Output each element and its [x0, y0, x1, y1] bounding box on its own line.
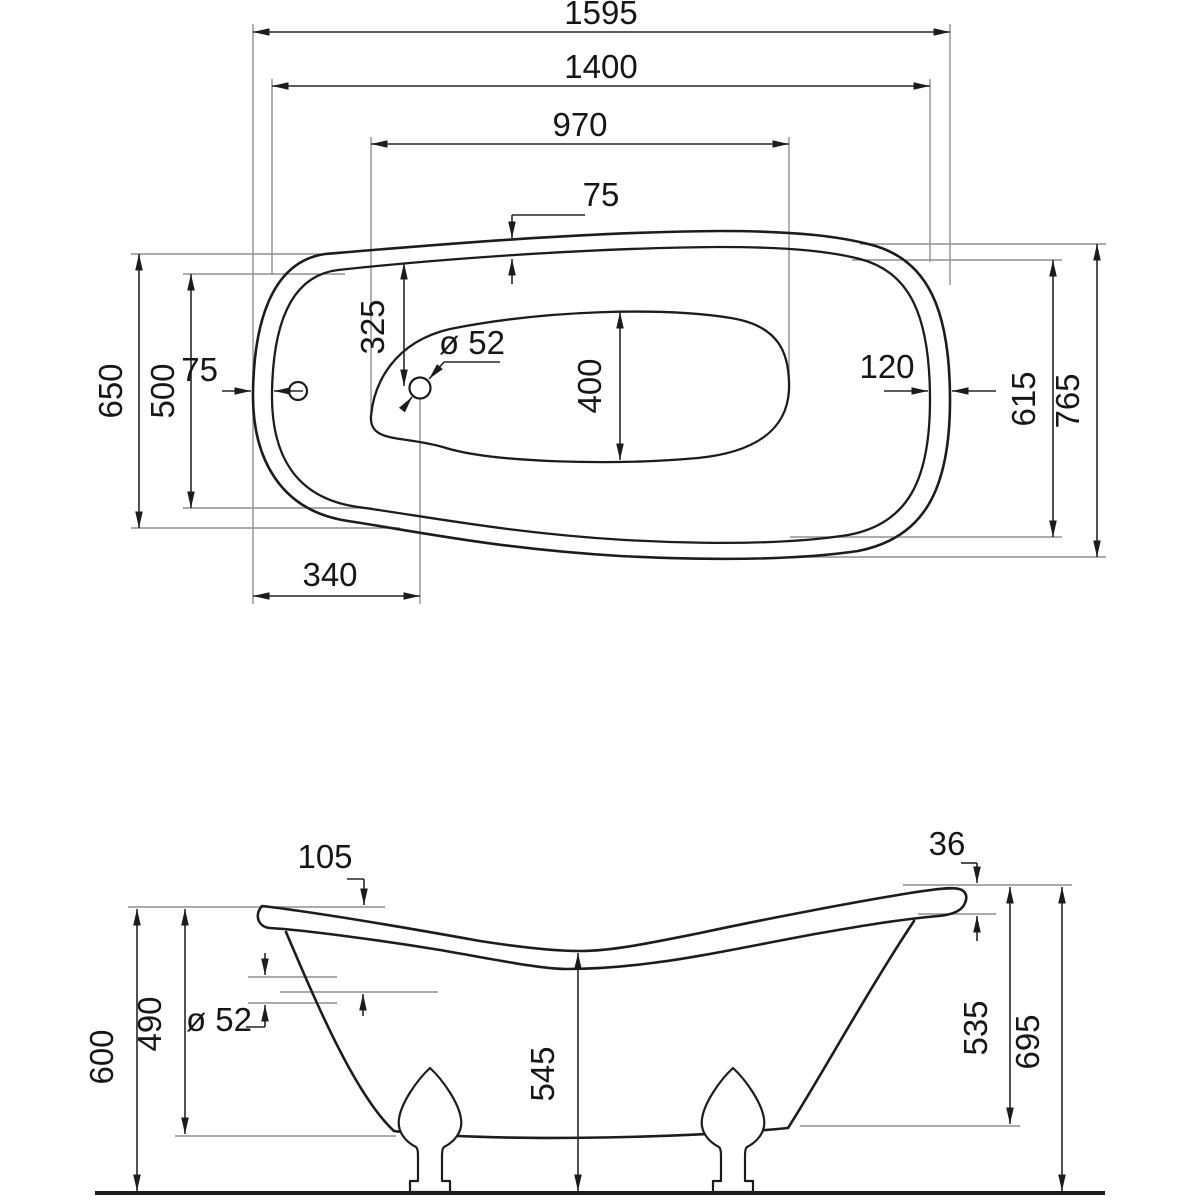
- dim-overall-length: 1595: [564, 0, 638, 31]
- plan-dimension-lines: [139, 32, 1097, 596]
- dim-interior-depth-left: 490: [131, 996, 168, 1052]
- dim-bowl-width: 400: [571, 358, 608, 414]
- dim-overall-height-left: 600: [83, 1029, 120, 1085]
- dim-drain-to-rim: 325: [354, 299, 391, 355]
- plan-extension-lines: [131, 24, 1106, 604]
- dim-left-inner-width: 500: [144, 363, 181, 419]
- dim-rim-drop-left: 105: [297, 838, 353, 875]
- dim-overall-height-right: 695: [1009, 1014, 1046, 1070]
- plan-view: [92, 0, 1106, 604]
- drain-hole: [410, 378, 431, 399]
- dim-right-rim-width: 120: [859, 348, 915, 385]
- dim-bowl-length: 970: [552, 106, 608, 143]
- dim-rim-length: 1400: [564, 48, 638, 85]
- dim-depth-rim-to-floor: 545: [524, 1046, 561, 1102]
- dim-left-rim-width: 75: [181, 351, 218, 388]
- side-dimension-lines: [137, 863, 1062, 1191]
- left-claw-foot: [399, 1068, 462, 1192]
- side-extension-lines: [128, 885, 1072, 1136]
- right-claw-foot: [702, 1068, 765, 1192]
- side-view: [83, 825, 1105, 1193]
- dim-drain-to-end: 340: [302, 556, 358, 593]
- dim-drain-diameter-side: ø 52: [185, 1001, 253, 1038]
- dim-right-overall-width: 765: [1049, 373, 1086, 429]
- tub-body-profile: [286, 921, 914, 1138]
- dim-rim-top-width: 75: [582, 176, 620, 213]
- dim-rim-to-base-right: 535: [957, 1000, 994, 1056]
- dim-left-overall-width: 650: [92, 363, 129, 419]
- dim-rim-edge-right: 36: [928, 825, 966, 862]
- dim-right-inner-width: 615: [1005, 371, 1042, 427]
- dim-drain-diameter-plan: ø 52: [438, 324, 506, 361]
